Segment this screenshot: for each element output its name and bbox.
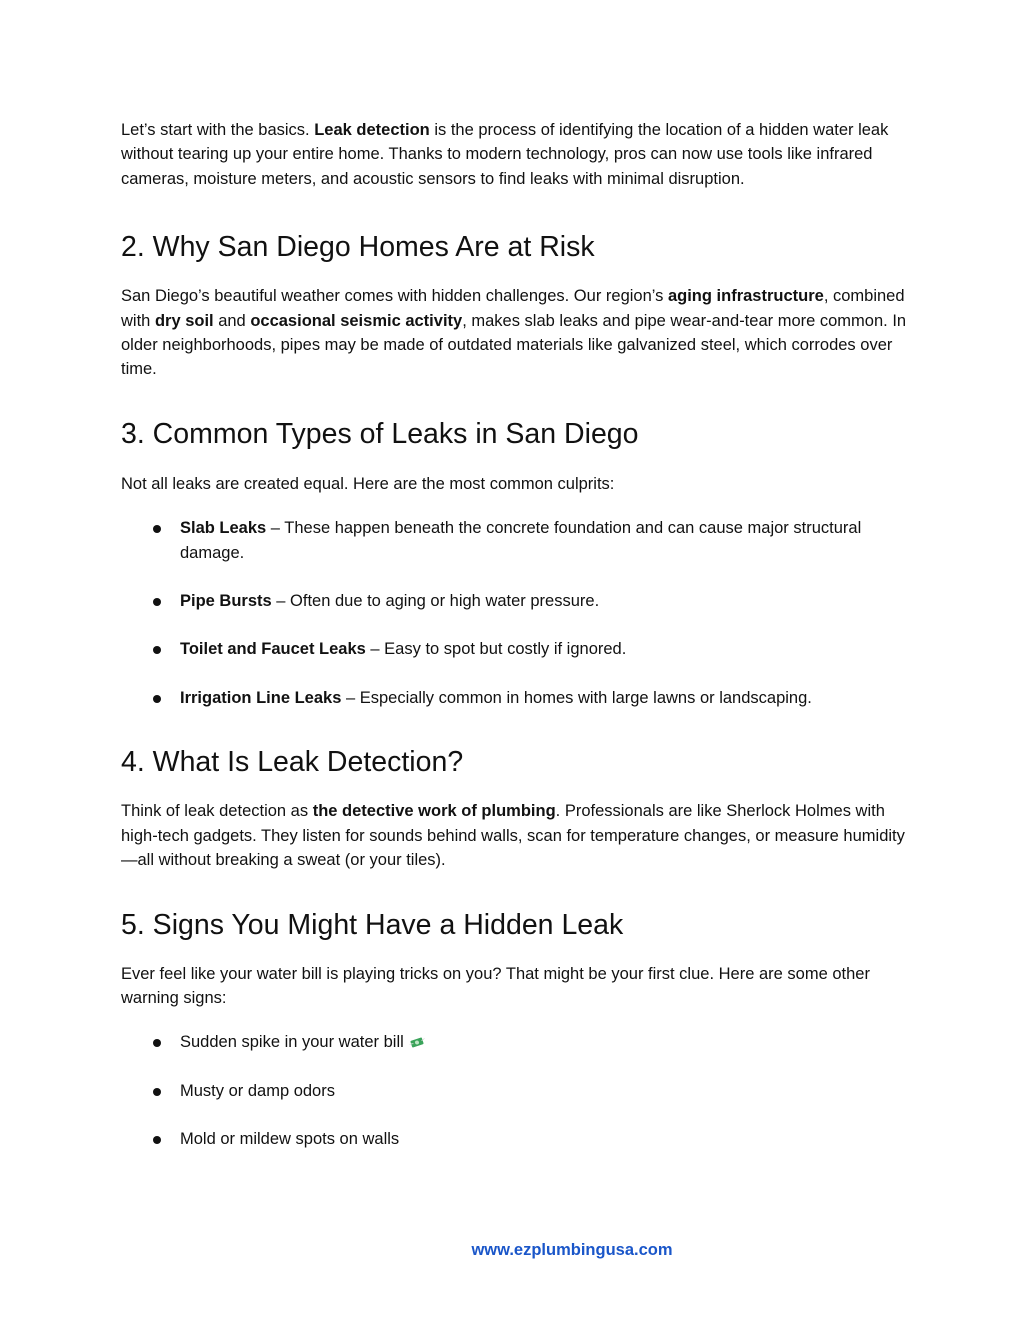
list-item: Mold or mildew spots on walls xyxy=(121,1127,911,1151)
list-item: Slab Leaks – These happen beneath the concrete foundation and can cause major structural damage. xyxy=(121,516,911,565)
warning-signs-list xyxy=(121,1030,911,1151)
paragraph-signs-hidden-leak: Ever feel like your water bill is playing tricks on you? That might be your first clue. Here are some other warning signs: xyxy=(121,964,870,1007)
bullet-icon xyxy=(153,646,161,654)
paragraph-common-types: Not all leaks are created equal. Here are the most common culprits: xyxy=(121,474,615,493)
document-body xyxy=(121,118,911,1152)
list-item: Toilet and Faucet Leaks – Easy to spot but costly if ignored. xyxy=(121,637,911,661)
list-item: Pipe Bursts – Often due to aging or high water pressure. xyxy=(121,589,911,613)
heading-signs-hidden-leak: 5. Signs You Might Have a Hidden Leak xyxy=(121,908,624,941)
paragraph-why-san-diego: San Diego’s beautiful weather comes with hidden challenges. Our region’s aging infrastructure, combined with dry soil and occasional seismic activity, makes slab leaks and pipe wear-and-tear more common. In older neighborhoods, pipes may be made of outdated materials like galvanized steel, which corrodes over time. xyxy=(121,287,907,379)
bullet-icon xyxy=(153,1088,161,1096)
bullet-icon xyxy=(153,525,161,533)
footer-website-link[interactable]: www.ezplumbingusa.com xyxy=(471,1241,673,1259)
heading-common-types: 3. Common Types of Leaks in San Diego xyxy=(121,417,639,450)
leak-types-list xyxy=(121,516,911,710)
heading-why-san-diego: 2. Why San Diego Homes Are at Risk xyxy=(121,231,595,264)
list-item: Irrigation Line Leaks – Especially common in homes with large lawns or landscaping. xyxy=(121,686,911,710)
heading-what-is-leak-detection: 4. What Is Leak Detection? xyxy=(121,746,464,779)
bullet-icon xyxy=(153,598,161,606)
paragraph-what-is-leak-detection: Think of leak detection as the detective work of plumbing. Professionals are like Sherlock Holmes with high-tech gadgets. They listen for sounds behind walls, scan for temperature changes, or measure humidity—all without breaking a sweat (or your tiles). xyxy=(121,802,905,870)
bullet-icon xyxy=(153,695,161,703)
intro-paragraph: Let’s start with the basics. Leak detection is the process of identifying the location of a hidden water leak without tearing up your entire home. Thanks to modern technology, pros can now use tools like infrared cameras, moisture meters, and acoustic sensors to find leaks with minimal disruption. xyxy=(121,121,889,188)
bullet-icon xyxy=(153,1039,161,1047)
emphasis-leak-detection: Leak detection xyxy=(314,121,430,139)
list-item: Sudden spike in your water bill xyxy=(121,1030,911,1054)
money-with-wings-icon xyxy=(408,1035,426,1049)
bullet-icon xyxy=(153,1136,161,1144)
list-item: Musty or damp odors xyxy=(121,1079,911,1103)
